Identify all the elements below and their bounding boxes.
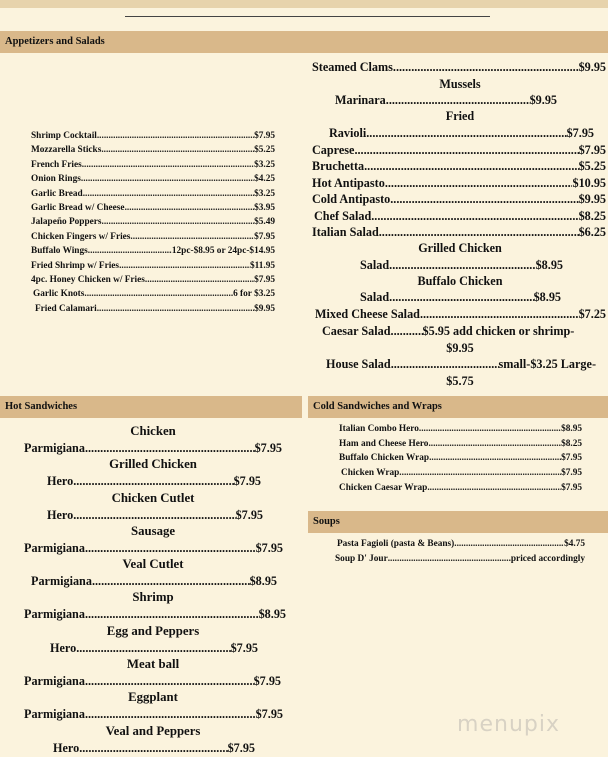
menu-item: Mixed Cheese Salad ..... $7.25 <box>315 307 606 324</box>
menu-item: Jalapeño Poppers ..... $5.49 <box>31 217 275 231</box>
menu-item: Ham and Cheese Hero ..... $8.25 <box>339 439 582 454</box>
watermark-logo: menupix <box>457 712 560 737</box>
section-appetizers <box>0 31 608 53</box>
menu-item: Fried Shrimp w/ Fries ..... $11.95 <box>31 261 275 275</box>
section-title: Hot Sandwiches <box>5 401 78 412</box>
hot-item: Meat ball Parmigiana ..... $7.95 <box>0 657 302 690</box>
top-divider <box>125 16 490 17</box>
item-title: Shrimp <box>132 590 174 605</box>
hot-item: Eggplant Parmigiana ..... $7.95 <box>0 690 302 723</box>
item-title: Egg and Peppers <box>106 623 200 638</box>
menu-item: Italian Salad ..... $6.25 <box>312 225 606 242</box>
menu-item: Soup D' Jour ..... priced accordingly <box>335 554 585 569</box>
hot-item: Sausage Parmigiana ..... $7.95 <box>0 524 302 557</box>
menu-item: Chicken Wrap ..... $7.95 <box>339 468 582 483</box>
menu-item: Cold Antipasto ..... $9.95 <box>312 192 606 209</box>
menu-item: Steamed Clams ..... $9.95 <box>312 60 606 77</box>
menu-item: Italian Combo Hero ..... $8.95 <box>339 424 582 439</box>
menu-item: Shrimp Cocktail ..... $7.95 <box>31 131 275 145</box>
menu-item: House Salad ..... small-$3.25 Large- <box>326 357 596 374</box>
item-title: Veal Cutlet <box>122 557 184 572</box>
appetizer-list <box>31 131 275 318</box>
menu-item: French Fries ..... $3.25 <box>31 160 275 174</box>
hot-item: Chicken Cutlet Hero ..... $7.95 <box>0 491 302 524</box>
menu-item: Garlic Bread w/ Cheese ..... $3.95 <box>31 203 275 217</box>
menu-item: Garlic Knots ..... 6 for $3.25 <box>31 289 275 303</box>
heading-fried: Fried <box>445 109 475 123</box>
hot-sandwich-list <box>0 424 302 757</box>
top-band <box>0 0 608 8</box>
menu-item: Salad ..... $8.95 <box>360 290 561 307</box>
fried-list <box>312 126 606 242</box>
item-title: Sausage <box>130 523 176 538</box>
menu-item: Marinara ..... $9.95 <box>335 93 557 110</box>
section-title: Appetizers and Salads <box>5 36 105 47</box>
menu-item: Chicken Fingers w/ Fries ..... $7.95 <box>31 232 275 246</box>
menu-item: Chicken Caesar Wrap ..... $7.95 <box>339 483 582 498</box>
menu-item: Onion Rings ..... $4.25 <box>31 174 275 188</box>
menu-item: Mozzarella Sticks ..... $5.25 <box>31 145 275 159</box>
menu-item: Salad ..... $8.95 <box>360 258 563 275</box>
section-title: Cold Sandwiches and Wraps <box>313 401 442 412</box>
heading-buffalo-chicken: Buffalo Chicken <box>417 274 503 288</box>
menu-item: Caprese ..... $7.95 <box>312 143 606 160</box>
menu-item: 4pc. Honey Chicken w/ Fries ..... $7.95 <box>31 275 275 289</box>
cold-sandwich-list <box>339 424 582 497</box>
section-hot <box>0 396 302 418</box>
item-title: Eggplant <box>128 690 178 705</box>
hot-item: Veal and Peppers Hero ..... $7.95 <box>0 724 302 757</box>
menu-item: Caesar Salad ..... $5.95 add chicken or shrimp- <box>322 324 602 341</box>
menu-item: Pasta Fagioli (pasta & Beans) ..... $4.75 <box>335 539 585 554</box>
hot-item: Grilled Chicken Hero ..... $7.95 <box>0 457 302 490</box>
menu-item: Bruchetta ..... $5.25 <box>312 159 606 176</box>
soup-list <box>335 539 585 569</box>
price-continued: $9.95 <box>446 341 474 355</box>
menu-item: Buffalo Chicken Wrap ..... $7.95 <box>339 453 582 468</box>
menu-item: Fried Calamari ..... $9.95 <box>31 304 275 318</box>
section-soups <box>308 511 608 533</box>
menu-item: Chef Salad ..... $8.25 <box>312 209 606 226</box>
menu-item: Hot Antipasto ..... $10.95 <box>312 176 606 193</box>
menu-item: Buffalo Wings ..... 12pc-$8.95 or 24pc-$14.95 <box>31 246 275 260</box>
section-cold <box>308 396 608 418</box>
hot-item: Shrimp Parmigiana ..... $8.95 <box>0 590 302 623</box>
item-title: Chicken Cutlet <box>111 490 195 505</box>
item-title: Grilled Chicken <box>109 457 197 472</box>
hot-item: Egg and Peppers Hero ..... $7.95 <box>0 624 302 657</box>
price-continued: $5.75 <box>446 374 474 388</box>
item-title: Veal and Peppers <box>105 723 201 738</box>
menu-item: Garlic Bread ..... $3.25 <box>31 189 275 203</box>
heading-mussels: Mussels <box>439 77 481 91</box>
hot-item: Chicken Parmigiana ..... $7.95 <box>0 424 302 457</box>
item-title: Meat ball <box>126 657 180 672</box>
hot-item: Veal Cutlet Parmigiana ..... $8.95 <box>0 557 302 590</box>
menu-item: Ravioli ..... $7.95 <box>312 126 606 143</box>
heading-grilled-chicken: Grilled Chicken <box>418 241 502 255</box>
item-title: Chicken <box>130 424 176 438</box>
section-title: Soups <box>313 516 340 527</box>
